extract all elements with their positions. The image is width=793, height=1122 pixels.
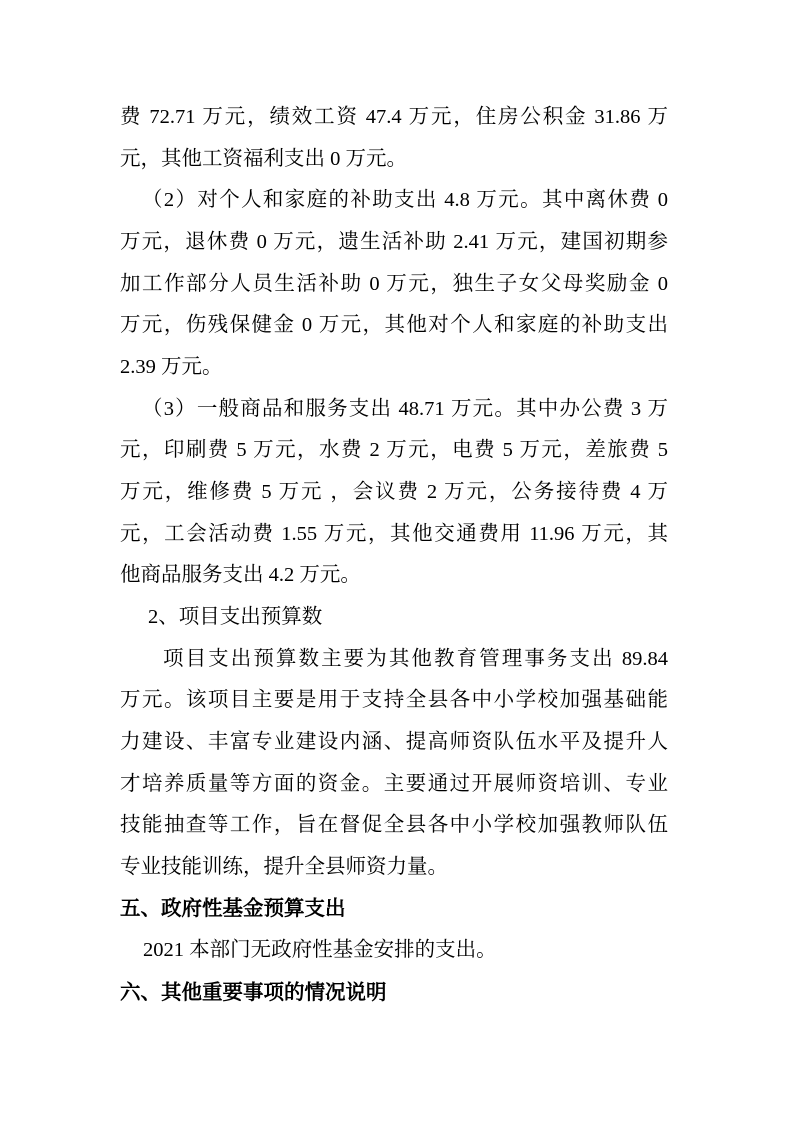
text-line: 元，工会活动费 1.55 万元，其他交通费用 11.96 万元，其 — [120, 522, 668, 545]
text-line: 加工作部分人员生活补助 0 万元，独生子女父母奖励金 0 — [120, 272, 668, 295]
text-line: 2.39 万元。 — [120, 355, 223, 378]
text-line: （2）对个人和家庭的补助支出 4.8 万元。其中离休费 0 — [142, 189, 668, 212]
text-line: 力建设、丰富专业建设内涵、提高师资队伍水平及提升人 — [120, 730, 668, 753]
goods-services-paragraph — [120, 389, 668, 597]
text-line: 技能抽查等工作，旨在督促全县各中小学校加强教师队伍 — [120, 814, 668, 837]
text-line: 才培养质量等方面的资金。主要通过开展师资培训、专业 — [120, 772, 668, 795]
section-heading-5: 五、政府性基金预算支出 — [120, 897, 346, 921]
text-line: 他商品服务支出 4.2 万元。 — [120, 564, 361, 587]
household-subsidy-paragraph — [120, 180, 668, 388]
text-line: 费 72.71 万元，绩效工资 47.4 万元，住房公积金 31.86 万 — [120, 106, 668, 128]
text-line: （3）一般商品和服务支出 48.71 万元。其中办公费 3 万 — [142, 397, 668, 420]
project-subheading: 2、项目支出预算数 — [148, 605, 323, 628]
text-line: 万元，伤残保健金 0 万元，其他对个人和家庭的补助支出 — [120, 314, 668, 337]
text-line: 项目支出预算数主要为其他教育管理事务支出 89.84 — [163, 647, 668, 670]
personnel-expense-continuation — [120, 97, 668, 180]
text-line: 万元，退休费 0 万元，遗生活补助 2.41 万元，建国初期参 — [120, 230, 668, 253]
text-line: 元，印刷费 5 万元，水费 2 万元，电费 5 万元，差旅费 5 — [120, 439, 668, 462]
project-paragraph — [120, 639, 668, 889]
section-heading-6: 六、其他重要事项的情况说明 — [120, 980, 387, 1004]
page-content — [120, 97, 668, 1013]
text-line: 万元。该项目主要是用于支持全县各中小学校加强基础能 — [120, 689, 668, 712]
text-line: 万元，维修费 5 万元 ，会议费 2 万元，公务接待费 4 万 — [120, 480, 668, 503]
text-line: 元，其他工资福利支出 0 万元。 — [120, 147, 407, 170]
text-line: 专业技能训练，提升全县师资力量。 — [120, 855, 448, 878]
section-5-text: 2021 本部门无政府性基金安排的支出。 — [143, 939, 497, 962]
